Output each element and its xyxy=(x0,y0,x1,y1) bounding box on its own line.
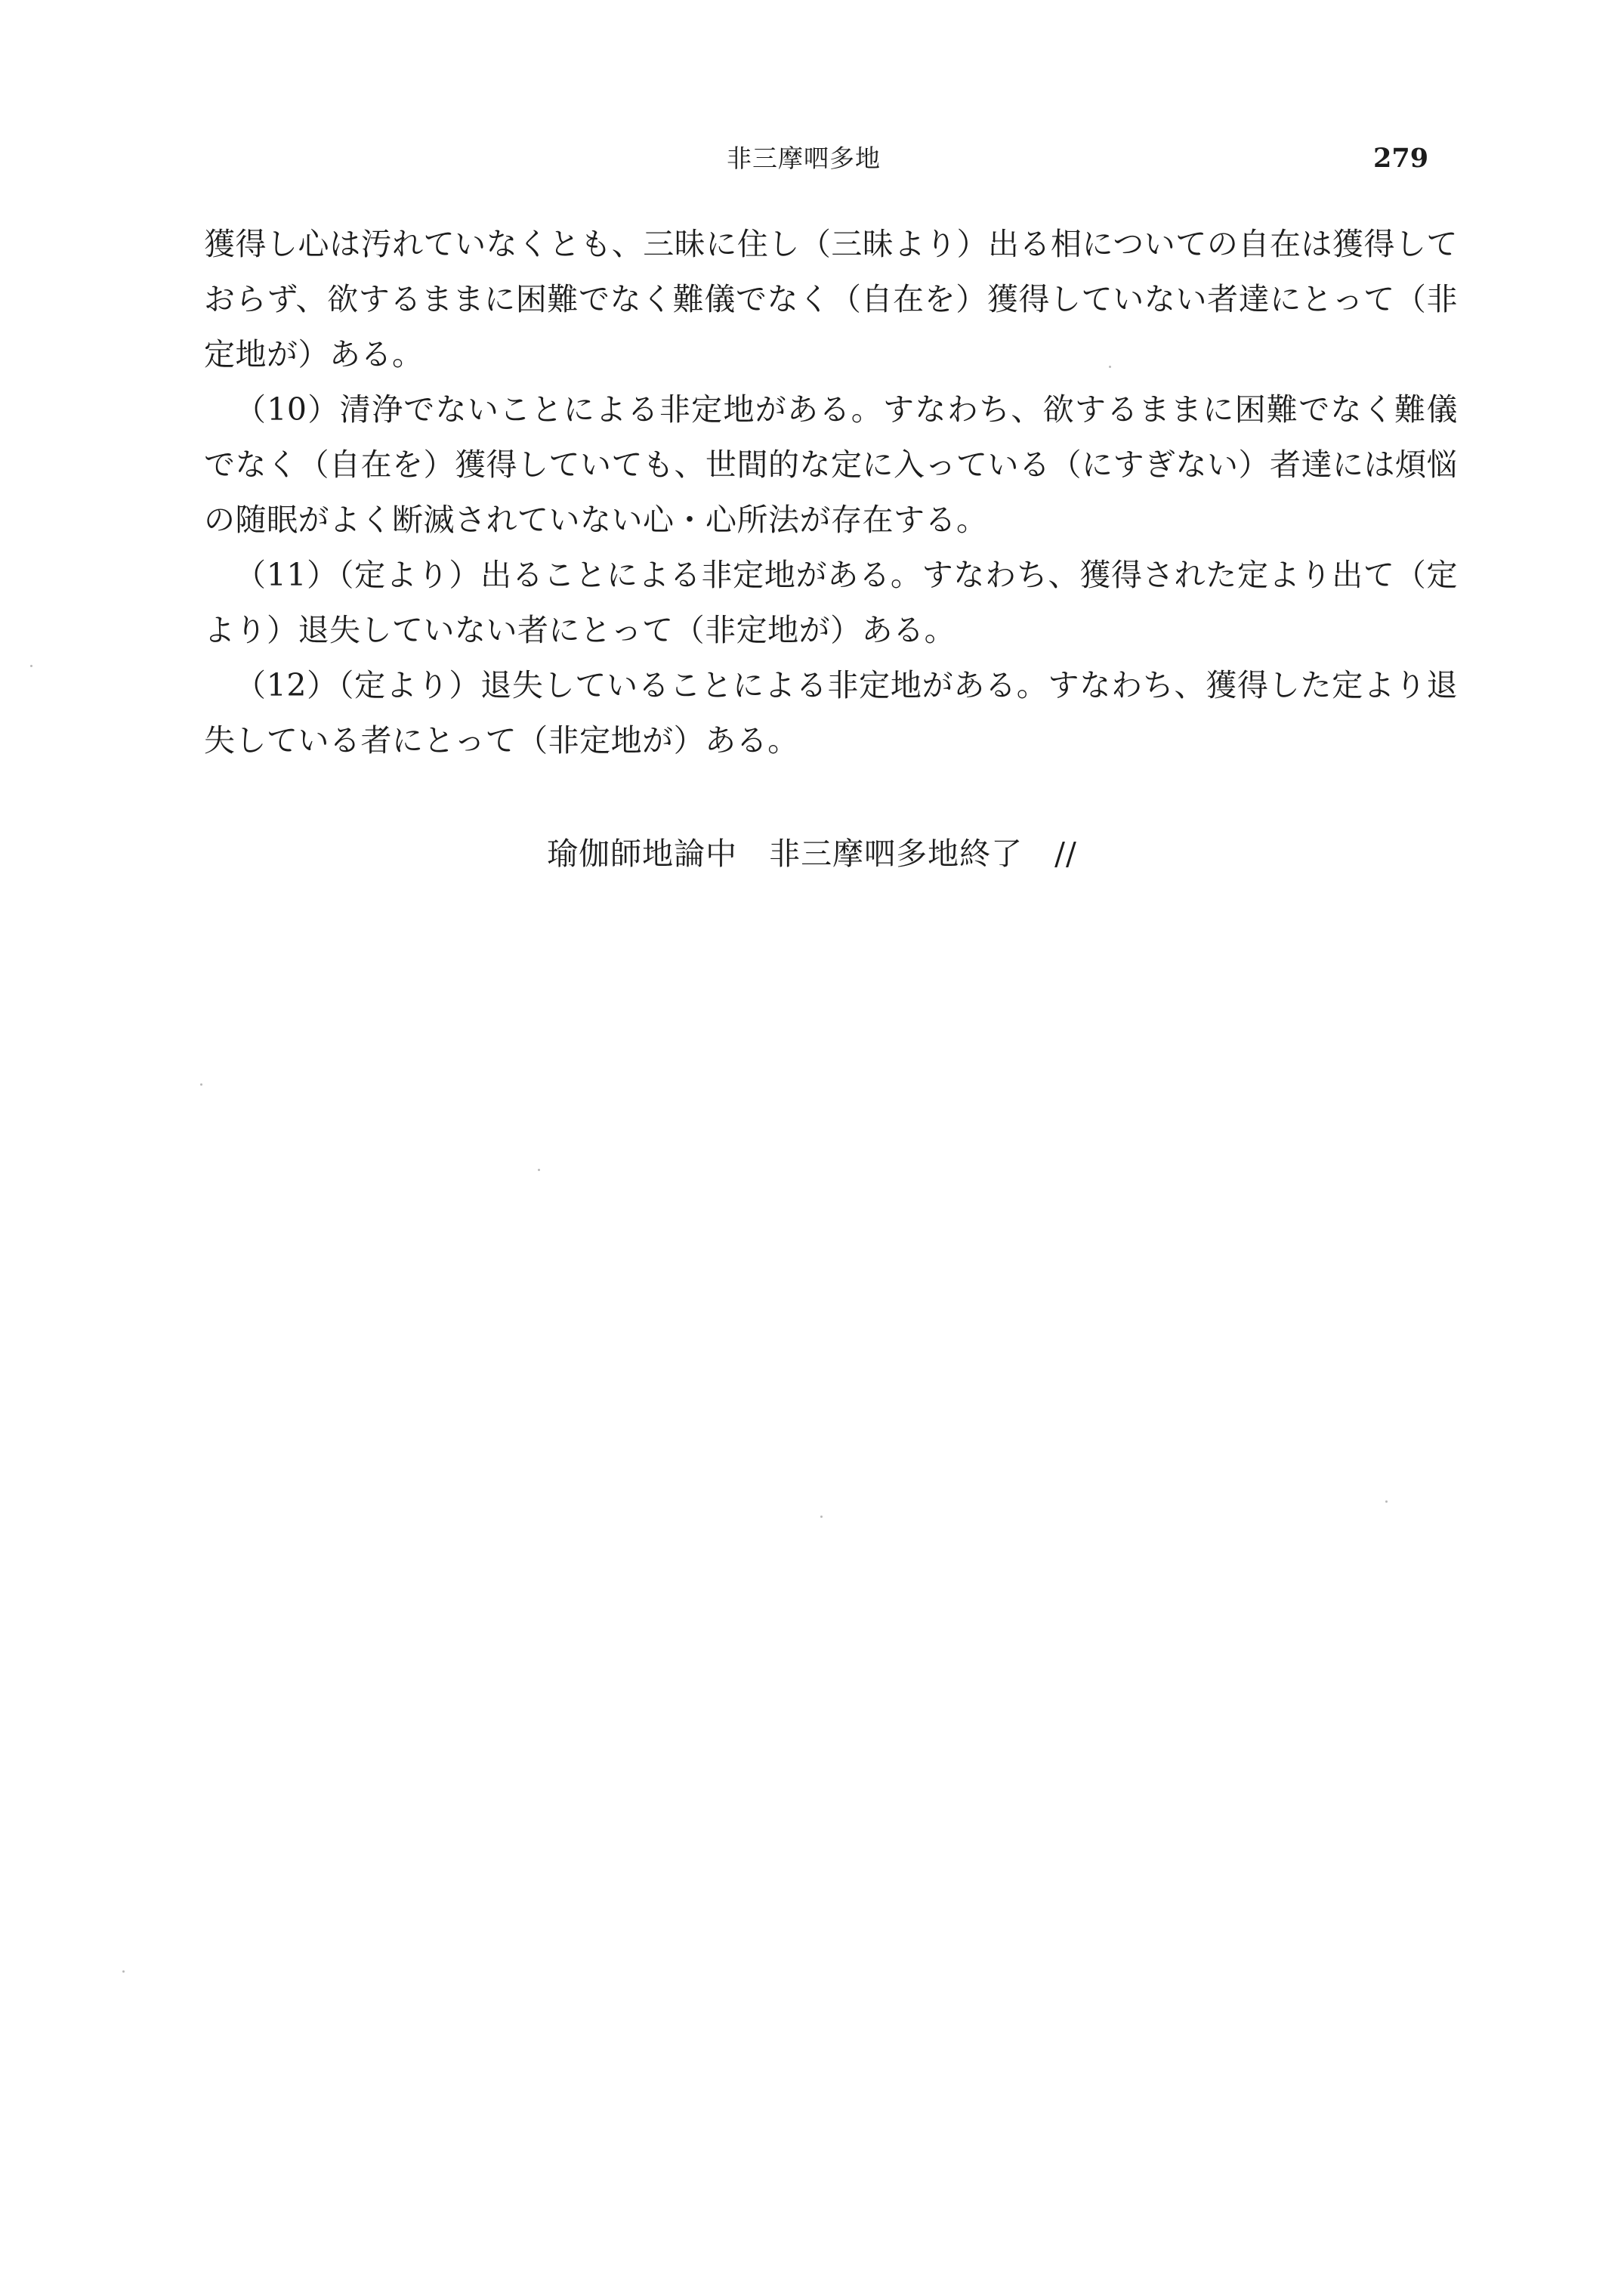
scan-speck xyxy=(1385,1500,1388,1503)
colophon xyxy=(0,831,1624,876)
scan-speck xyxy=(122,1970,125,1973)
header-title: 非三摩呬多地 xyxy=(727,144,881,173)
paragraph-continuation: 獲得し心は汚れていなくとも、三昧に住し（三昧より）出る相についての自在は獲得しておらず、欲するままに困難でなく難儀でなく（自在を）獲得していない者達にとって（非定地が）ある。 xyxy=(204,226,1458,372)
scan-speck xyxy=(30,665,32,667)
paragraph-item-10: （10）清浄でないことによる非定地がある。すなわち、欲するままに困難でなく難儀でなく（自在を）獲得していても、世間的な定に入っている（にすぎない）者達には煩悩の随眠がよく断滅されていない心・心所法が存在する。 xyxy=(204,391,1458,538)
colophon-text-2: 非三摩呬多地終了 xyxy=(769,836,1023,872)
page-number: 279 xyxy=(1373,143,1429,174)
scan-speck xyxy=(1109,366,1111,368)
body-text xyxy=(204,217,1458,768)
paragraph-item-11: （11）（定より）出ることによる非定地がある。すなわち、獲得された定より出て（定より）退失していない者にとって（非定地が）ある。 xyxy=(204,557,1458,648)
scan-speck xyxy=(538,1169,540,1171)
scan-speck xyxy=(200,1083,202,1086)
colophon-text-1: 瑜伽師地論中 xyxy=(547,836,738,872)
colophon-end-mark: // xyxy=(1054,836,1077,872)
paragraph-item-12: （12）（定より）退失していることによる非定地がある。すなわち、獲得した定より退失している者にとって（非定地が）ある。 xyxy=(204,667,1458,759)
running-header xyxy=(0,136,1624,181)
scan-speck xyxy=(820,1516,823,1518)
